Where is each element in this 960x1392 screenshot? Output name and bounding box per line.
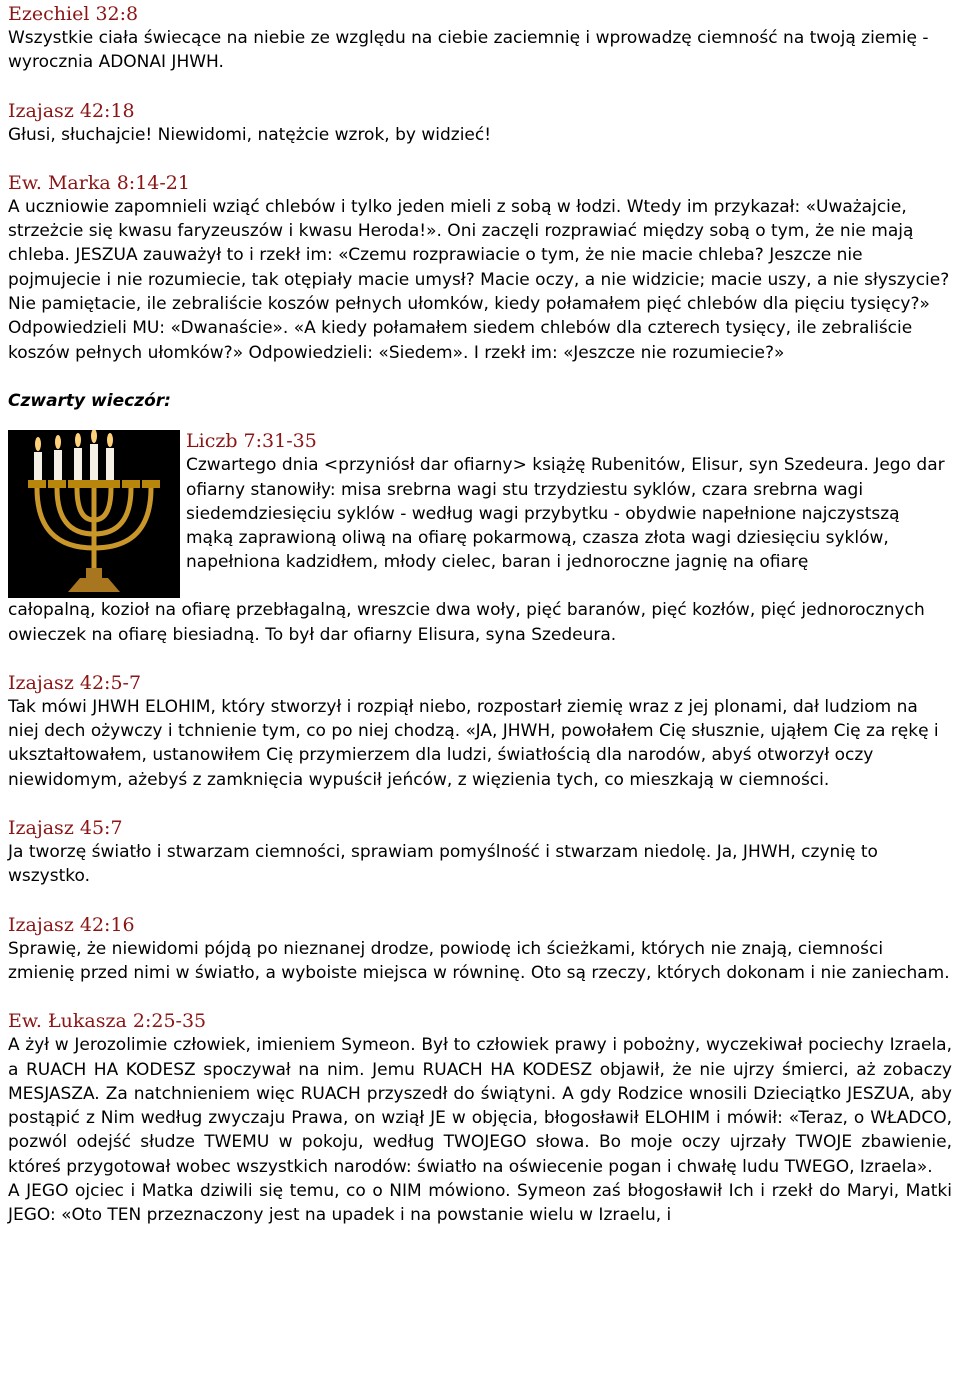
verse-reference: Ezechiel 32:8 (8, 3, 139, 25)
verse-text: Ja tworzę światło i stwarzam ciemności, sprawiam pomyślność i stwarzam niedolę. Ja, JHWH, czynię to wszystko. (8, 842, 878, 887)
menorah-image (8, 430, 180, 598)
section-izajasz-42-16 (8, 913, 952, 986)
verse-text-beside-image: Czwartego dnia <przyniósł dar ofiarny> książę Rubenitów, Elisur, syn Szedeura. Jego dar ofiarny stanowiły: misa srebrna wagi stu trzydziestu syklów, czara srebrna wagi siedemdziesięciu syklów - według wagi przybytku - obydwie napełnione najczystszą mąką zaprawioną oliwą na ofiarę pokarmową, czasza złota wagi dziesięciu syklów, napełniona kadzidłem, młody cielec, baran i jednoroczne jagnię na ofiarę (186, 455, 945, 573)
verse-reference: Ew. Marka 8:14-21 (8, 171, 190, 194)
verse-text: Tak mówi JHWH ELOHIM, który stworzył i rozpiął niebo, rozpostarł ziemię wraz z jej plonami, dał ludziom na niej dech ożywczy i tchnienie tym, co po niej chodzą. «JA, JHWH, powołałem Cię słusznie, ująłem Cię za rękę i ukształtowałem, ustanowiłem Cię przymierzem dla ludzi, światłością dla narodów, abyś otworzył oczy niewidomym, ażebyś z zamknięcia wypuścił jeńców, z więzienia tych, co mieszkają w ciemności. (8, 696, 939, 790)
section-liczb (8, 427, 952, 647)
section-izajasz-45-7 (8, 816, 952, 889)
section-izajasz-42-5-7 (8, 671, 952, 792)
section-ezechiel (8, 2, 952, 75)
section-lukasza (8, 1009, 952, 1227)
evening-heading: Czwarty wieczór: (8, 390, 171, 411)
section-izajasz-42-18 (8, 99, 952, 147)
verse-text: Sprawię, że niewidomi pójdą po nieznanej drodze, powiodę ich ścieżkami, których nie znają, ciemności zmienię przed nimi w światło, a wyboiste miejsca w równinę. Oto są rzeczy, których dokonam i nie zaniecham. (8, 938, 950, 983)
verse-reference: Liczb 7:31-35 (186, 430, 317, 453)
verse-reference: Izajasz 45:7 (8, 817, 123, 840)
verse-text: A żył w Jerozolimie człowiek, imieniem Symeon. Był to człowiek prawy i pobożny, wyczekiwał pociechy Izraela, a RUACH HA KODESZ spoczywał na nim. Jemu RUACH HA KODESZ objawił, że nie ujrzy śmierci, aż zobaczy MESJASZA. Za natchnieniem więc RUACH przyszedł do świątyni. A gdy Rodzice wnosili Dzieciątko JESZUA, aby postąpić z Nim według zwyczaju Prawa, on wziął JE w objęcia, błogosławił ELOHIM i mówił: «Teraz, o WŁADCO, pozwól odejść słudze TWEMU w pokoju, według TWOJEGO słowa. Bo moje oczy ujrzały TWOJE zbawienie, któreś przygotował wobec wszystkich narodów: światło na oświecenie pogan i chwałę ludu TWEGO, Izraela». (8, 1035, 952, 1177)
verse-text: Wszystkie ciała świecące na niebie ze względu na ciebie zaciemnię i wprowadzę ciemność na twoją ziemię - wyrocznia ADONAI JHWH. (8, 28, 929, 73)
verse-text: A uczniowie zapomnieli wziąć chlebów i tylko jeden mieli z sobą w łodzi. Wtedy im przykazał: «Uważajcie, strzeżcie się kwasu faryzeuszów i kwasu Heroda!». Oni zaczęli rozprawiać między sobą o tym, że nie mają chleba. JESZUA zauważył to i rzekł im: «Czemu rozprawiacie o tym, że nie macie chleba? Jeszcze nie pojmujecie i nie rozumiecie, tak otępiały macie umysł? Macie oczy, a nie widzicie; macie uszy, a nie słyszycie? Nie pamiętacie, ile zebraliście koszów pełnych ułomków, kiedy połamałem pięć chlebów dla pięciu tysięcy?» Odpowiedzieli MU: «Dwanaście». «A kiedy połamałem siedem chlebów dla czterech tysięcy, ile zebraliście koszów pełnych ułomków?» Odpowiedzieli: «Siedem». I rzekł im: «Jeszcze nie rozumiecie?» (8, 196, 950, 363)
verse-reference: Izajasz 42:5-7 (8, 671, 142, 694)
verse-text-continued: całopalną, kozioł na ofiarę przebłagalną, wreszcie dwa woły, pięć baranów, pięć kozłów, pięć jednorocznych owieczek na ofiarę biesiadną. To był dar ofiarny Elisura, syna Szedeura. (8, 600, 925, 645)
verse-reference: Izajasz 42:16 (8, 913, 135, 936)
verse-text: A JEGO ojciec i Matka dziwili się temu, co o NIM mówiono. Symeon zaś błogosławił Ich i rzekł do Maryi, Matki JEGO: «Oto TEN przeznaczony jest na upadek i na powstanie wielu w Izraelu, i (8, 1181, 952, 1226)
section-marka (8, 171, 952, 365)
verse-reference: Izajasz 42:18 (8, 99, 135, 122)
verse-text: Głusi, słuchajcie! Niewidomi, natężcie wzrok, by widzieć! (8, 124, 492, 145)
verse-reference: Ew. Łukasza 2:25-35 (8, 1010, 207, 1033)
